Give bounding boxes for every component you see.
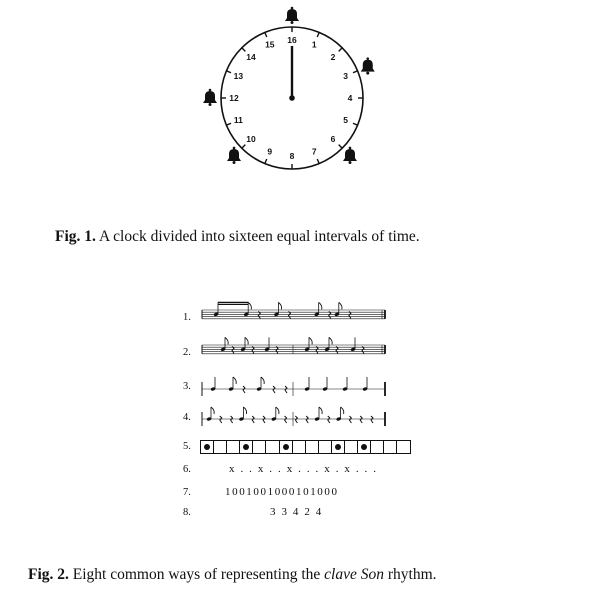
- note-flag: [261, 377, 264, 384]
- box-cell: [213, 440, 227, 454]
- figure-2-caption: [28, 566, 437, 584]
- note-flag: [211, 407, 214, 414]
- note-flag: [276, 407, 279, 414]
- rest: [285, 416, 287, 423]
- row-8-text: 3 3 4 2 4: [270, 506, 323, 518]
- onset-dot: [283, 444, 289, 450]
- figure-2-text-after: rhythm.: [387, 566, 437, 583]
- clock-number: 13: [233, 70, 244, 81]
- row-6-text: x . . x . . x . . . x . x . . .: [229, 463, 378, 475]
- clock-number: 1: [311, 39, 317, 50]
- onset-dot: [204, 444, 210, 450]
- clock-number: 2: [330, 51, 336, 62]
- note-flag: [329, 337, 332, 344]
- clock-number: 15: [265, 39, 275, 50]
- bell-icon: [203, 89, 217, 106]
- clock-tick: [265, 159, 267, 164]
- rest: [306, 416, 308, 423]
- clock-tick: [339, 48, 343, 52]
- rest: [220, 416, 222, 423]
- clock-number: 12: [229, 93, 239, 103]
- clock-tick: [353, 71, 358, 73]
- clock-number: 9: [267, 146, 273, 157]
- box-cell: [239, 440, 253, 454]
- rest: [252, 416, 254, 423]
- note-flag: [319, 302, 322, 309]
- figure-1-text: A clock divided into sixteen equal intervals of time.: [98, 228, 420, 245]
- box-cell: [318, 440, 332, 454]
- bell-icon: [361, 57, 375, 74]
- box-cell: [383, 440, 397, 454]
- note-flag: [309, 337, 312, 344]
- clock-tick: [353, 123, 358, 125]
- box-cell: [200, 440, 214, 454]
- clock-number: 6: [330, 134, 336, 145]
- figure-2-text-before: Eight common ways of representing the: [72, 566, 321, 583]
- clock-hand-pivot: [289, 95, 295, 101]
- rhythm-notation: [195, 298, 395, 438]
- box-cell: [279, 440, 293, 454]
- row-label-1: 1.: [183, 312, 191, 323]
- rest: [243, 386, 245, 393]
- note-flag: [278, 302, 281, 309]
- clock-tick: [317, 32, 319, 37]
- rest: [285, 386, 287, 393]
- row-label-4: 4.: [183, 412, 191, 423]
- rest: [349, 416, 351, 423]
- clock-tick: [242, 48, 246, 52]
- onset-dot: [361, 444, 367, 450]
- note-flag: [233, 377, 236, 384]
- box-cell: [344, 440, 358, 454]
- onset-dot: [243, 444, 249, 450]
- staff-row-2: [202, 337, 385, 353]
- rest: [295, 416, 297, 423]
- box-cell: [265, 440, 279, 454]
- clock-number: 16: [287, 35, 297, 45]
- clock-tick: [265, 32, 267, 37]
- box-cell: [396, 440, 410, 454]
- clock-tick: [242, 145, 246, 149]
- clock-tick: [339, 145, 343, 149]
- note-flag: [248, 302, 251, 309]
- rest: [273, 386, 275, 393]
- rest: [263, 416, 265, 423]
- row-7-text: 1001001000101000: [225, 486, 339, 498]
- box-notation: [201, 440, 411, 454]
- clock-number: 7: [311, 146, 317, 157]
- clock-number: 11: [233, 115, 243, 126]
- note-flag: [341, 407, 344, 414]
- clock-tick: [226, 123, 231, 125]
- figure-1-caption: [55, 228, 420, 246]
- rest: [328, 416, 330, 423]
- clock-number: 4: [347, 93, 353, 103]
- clock-number: 14: [246, 51, 256, 62]
- note-flag: [245, 337, 248, 344]
- rest: [231, 416, 233, 423]
- note-flag: [319, 407, 322, 414]
- box-cell: [292, 440, 306, 454]
- box-cell: [305, 440, 319, 454]
- onset-dot: [335, 444, 341, 450]
- box-cell: [252, 440, 266, 454]
- row-label-5: 5.: [183, 441, 191, 452]
- clock-number: 8: [289, 151, 295, 161]
- figure-2-label: Fig. 2.: [28, 566, 69, 583]
- figure-1-label: Fig. 1.: [55, 228, 96, 245]
- box-cell: [331, 440, 345, 454]
- rest: [371, 416, 373, 423]
- clock-number: 5: [343, 115, 348, 126]
- clock-tick: [226, 71, 231, 73]
- row-label-7: 7.: [183, 487, 191, 498]
- box-cell: [226, 440, 240, 454]
- note-flag: [243, 407, 246, 414]
- clock-tick: [317, 159, 319, 164]
- row-label-8: 8.: [183, 507, 191, 518]
- staff-row-3: [202, 377, 385, 396]
- row-label-6: 6.: [183, 464, 191, 475]
- clock-diagram: [190, 0, 390, 180]
- bell-icon: [285, 7, 299, 24]
- note-flag: [225, 337, 228, 344]
- staff-row-1: [202, 302, 385, 318]
- box-cell: [370, 440, 384, 454]
- bell-icon: [343, 147, 357, 164]
- clock-number: 3: [343, 70, 348, 81]
- clock-number: 10: [246, 134, 256, 145]
- note-flag: [339, 302, 342, 309]
- box-cell: [357, 440, 371, 454]
- row-label-2: 2.: [183, 347, 191, 358]
- figure-2-italic: clave Son: [324, 566, 384, 583]
- staff-row-4: [202, 407, 385, 426]
- rest: [360, 416, 362, 423]
- row-label-3: 3.: [183, 381, 191, 392]
- bell-icon: [227, 147, 241, 164]
